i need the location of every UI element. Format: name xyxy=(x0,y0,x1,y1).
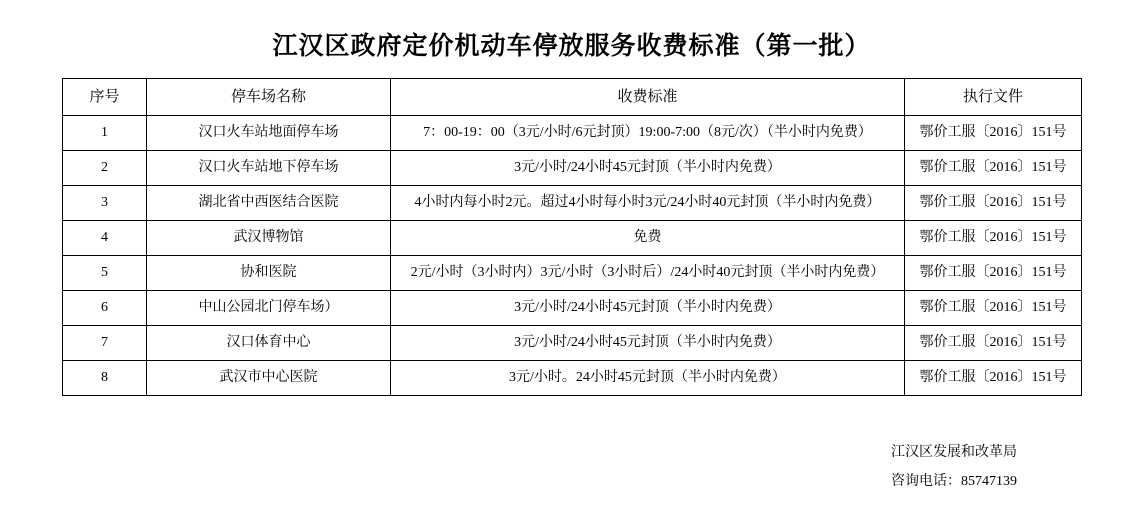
cell-name: 武汉博物馆 xyxy=(147,221,391,256)
cell-fee: 7：00-19：00（3元/小时/6元封顶）19:00-7:00（8元/次）（半小时内免费） xyxy=(391,116,905,151)
table-row xyxy=(63,221,1082,256)
cell-fee: 免费 xyxy=(391,221,905,256)
cell-no: 3 xyxy=(63,186,147,221)
footer-contact: 咨询电话：85747139 xyxy=(891,474,1017,490)
page-title: 江汉区政府定价机动车停放服务收费标准（第一批） xyxy=(272,33,871,60)
table-row xyxy=(63,256,1082,291)
cell-fee: 3元/小时/24小时45元封顶（半小时内免费） xyxy=(391,151,905,186)
table-row xyxy=(63,151,1082,186)
cell-name: 中山公园北门停车场） xyxy=(147,291,391,326)
cell-doc: 鄂价工服〔2016〕151号 xyxy=(905,256,1082,291)
cell-fee: 3元/小时。24小时45元封顶（半小时内免费） xyxy=(391,361,905,396)
cell-doc: 鄂价工服〔2016〕151号 xyxy=(905,116,1082,151)
cell-doc: 鄂价工服〔2016〕151号 xyxy=(905,361,1082,396)
cell-name: 协和医院 xyxy=(147,256,391,291)
table-row xyxy=(63,361,1082,396)
fee-table-container xyxy=(0,78,1143,396)
cell-doc: 鄂价工服〔2016〕151号 xyxy=(905,326,1082,361)
cell-no: 1 xyxy=(63,116,147,151)
table-header xyxy=(63,79,1082,116)
column-header-doc: 执行文件 xyxy=(905,79,1082,116)
footer-issuer: 江汉区发展和改革局 xyxy=(891,445,1017,460)
table-row xyxy=(63,291,1082,326)
cell-name: 湖北省中西医结合医院 xyxy=(147,186,391,221)
table-row xyxy=(63,326,1082,361)
cell-no: 7 xyxy=(63,326,147,361)
column-header-fee: 收费标准 xyxy=(391,79,905,116)
column-header-name: 停车场名称 xyxy=(147,79,391,116)
cell-doc: 鄂价工服〔2016〕151号 xyxy=(905,221,1082,256)
cell-doc: 鄂价工服〔2016〕151号 xyxy=(905,151,1082,186)
cell-doc: 鄂价工服〔2016〕151号 xyxy=(905,291,1082,326)
cell-no: 6 xyxy=(63,291,147,326)
cell-no: 4 xyxy=(63,221,147,256)
cell-name: 汉口火车站地下停车场 xyxy=(147,151,391,186)
cell-fee: 2元/小时（3小时内）3元/小时（3小时后）/24小时40元封顶（半小时内免费） xyxy=(391,256,905,291)
column-header-no: 序号 xyxy=(63,79,147,116)
cell-name: 汉口火车站地面停车场 xyxy=(147,116,391,151)
cell-doc: 鄂价工服〔2016〕151号 xyxy=(905,186,1082,221)
cell-no: 8 xyxy=(63,361,147,396)
cell-fee: 3元/小时/24小时45元封顶（半小时内免费） xyxy=(391,326,905,361)
cell-no: 2 xyxy=(63,151,147,186)
parking-fee-table xyxy=(62,78,1082,396)
table-header-row xyxy=(63,79,1082,116)
document-footer xyxy=(0,438,1143,497)
table-row xyxy=(63,186,1082,221)
table-body xyxy=(63,116,1082,396)
cell-name: 汉口体育中心 xyxy=(147,326,391,361)
cell-fee: 4小时内每小时2元。超过4小时每小时3元/24小时40元封顶（半小时内免费） xyxy=(391,186,905,221)
cell-fee: 3元/小时/24小时45元封顶（半小时内免费） xyxy=(391,291,905,326)
cell-name: 武汉市中心医院 xyxy=(147,361,391,396)
table-row xyxy=(63,116,1082,151)
cell-no: 5 xyxy=(63,256,147,291)
